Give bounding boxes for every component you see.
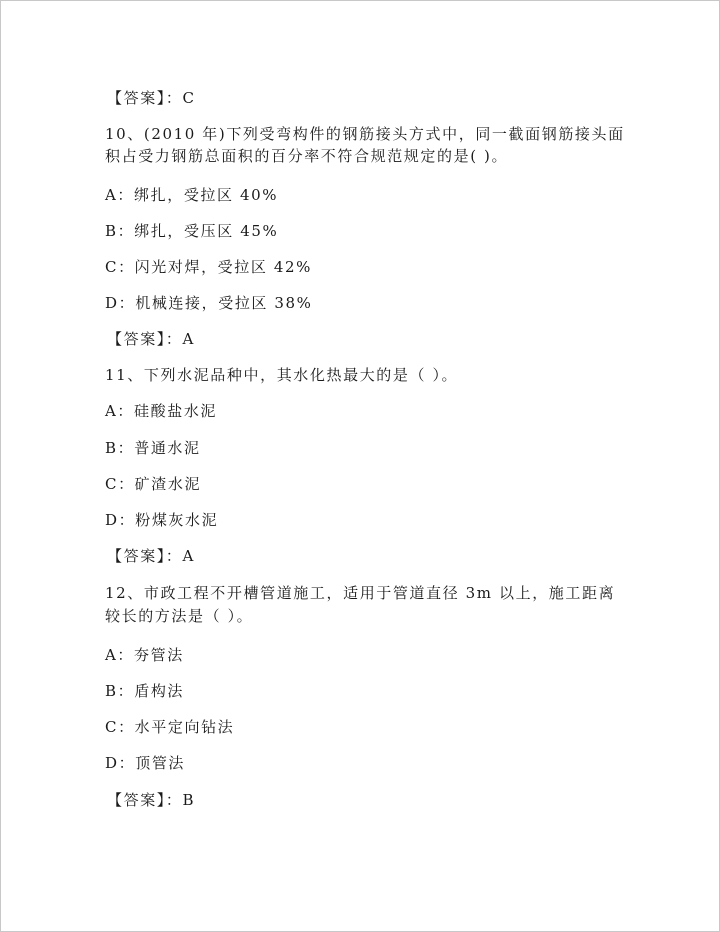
question-10-option-b: B：绑扎，受压区 45% xyxy=(105,222,279,240)
question-12-stem-line-1: 12、市政工程不开槽管道施工，适用于管道直径 3m 以上，施工距离 xyxy=(105,584,616,602)
question-11-option-a: A：硅酸盐水泥 xyxy=(105,402,218,420)
question-11-option-c: C：矿渣水泥 xyxy=(105,475,202,493)
question-11-option-d: D：粉煤灰水泥 xyxy=(105,511,219,529)
question-11-answer: 【答案】：A xyxy=(107,547,195,565)
question-11-option-b: B：普通水泥 xyxy=(105,439,201,457)
question-10-answer: 【答案】：A xyxy=(107,330,195,348)
question-10-stem-line-1: 10、(2010 年)下列受弯构件的钢筋接头方式中，同一截面钢筋接头面 xyxy=(105,125,625,143)
question-12-answer: 【答案】：B xyxy=(107,791,196,809)
question-12-option-a: A：夯管法 xyxy=(105,646,184,664)
question-12-option-c: C：水平定向钻法 xyxy=(105,718,235,736)
question-12-option-b: B：盾构法 xyxy=(105,682,185,700)
question-10-option-a: A：绑扎，受拉区 40% xyxy=(105,186,279,204)
answer-line: 【答案】：C xyxy=(107,89,196,107)
question-12-stem-line-2: 较长的方法是（ ）。 xyxy=(105,607,254,625)
question-10-stem-line-2: 积占受力钢筋总面积的百分率不符合规范规定的是( )。 xyxy=(105,147,509,165)
question-10-option-d: D：机械连接，受拉区 38% xyxy=(105,294,313,312)
question-10-option-c: C：闪光对焊，受拉区 42% xyxy=(105,258,312,276)
question-11-stem-line-1: 11、下列水泥品种中，其水化热最大的是（ ）。 xyxy=(105,366,459,384)
question-12-option-d: D：顶管法 xyxy=(105,754,186,772)
